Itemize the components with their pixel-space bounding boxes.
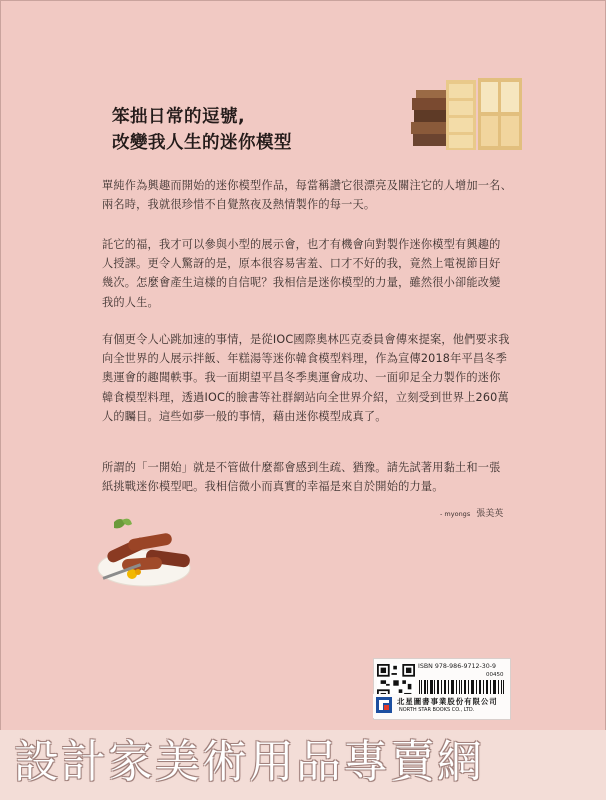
text-line: 所謂的「一開始」就是不管做什麼都會感到生疏、猶豫。請先試著用黏土和一張 [102,461,501,474]
price-code: 00450 [486,672,504,678]
text-line: 人的矚目。這些如夢一般的事情，藉由迷你模型成真了。 [102,409,387,423]
text-line: 託它的福，我才可以參與小型的展示會，也才有機會向對製作迷你模型有興趣的 [102,238,501,251]
paragraph-1 [102,176,522,214]
title-line-2: 改變我人生的迷你模型 [112,133,292,153]
author-signature [440,506,503,519]
miniature-furniture-image [408,76,526,152]
author-name: 張美英 [476,509,504,519]
text-line: 向全世界的人展示拌飯、年糕湯等迷你韓食模型料理，作為宣傳2018年平昌冬季 [102,352,508,366]
signature-prefix: - myongs [440,510,471,518]
publisher-name-english: NORTH STAR BOOKS CO., LTD. [399,707,475,713]
text-line: 有個更令人心跳加速的事情，是從IOC國際奧林匹克委員會傳來提案，他們要求我 [102,333,510,346]
text-line: 我的人生。 [102,295,159,309]
title-line-1: 笨拙日常的逗號, [112,107,246,127]
text-line: 兩名時，我就很珍惜不自覺熬夜及熱情製作的每一天。 [102,198,376,212]
publisher-logo-icon [376,697,392,713]
publisher-block [373,694,509,718]
text-line: 紙挑戰迷你模型吧。我相信微小而真實的幸福是來自於開始的力量。 [102,480,444,494]
text-line: 奧運會的趣聞軼事。我一面期望平昌冬季奧運會成功、一面卯足全力製作的迷你 [102,371,501,385]
publisher-name: 北星圖書事業股份有限公司 [397,697,498,706]
paragraph-3 [102,330,522,426]
text-line: 人授課。更令人驚訝的是，原本很容易害羞、口才不好的我，竟然上電視節目好 [102,257,501,271]
text-line: 韓食模型料理，透過IOC的臉書等社群網站向全世界介紹，立刻受到世界上260萬 [102,390,509,404]
isbn-number: ISBN 978-986-9712-30-9 [418,663,497,670]
text-line: 單純作為興趣而開始的迷你模型作品，每當稱讚它很漂亮及關注它的人增加一名、 [102,179,512,192]
paragraph-4 [102,458,522,496]
miniature-food-image [92,514,204,592]
text-line: 幾次。怎麼會產生這樣的自信呢？我相信是迷你模型的力量，雖然很小卻能改變 [102,276,501,290]
paragraph-2 [102,235,522,312]
book-title [112,104,292,156]
store-watermark: 設計家美術用品專賣網 [14,735,485,788]
